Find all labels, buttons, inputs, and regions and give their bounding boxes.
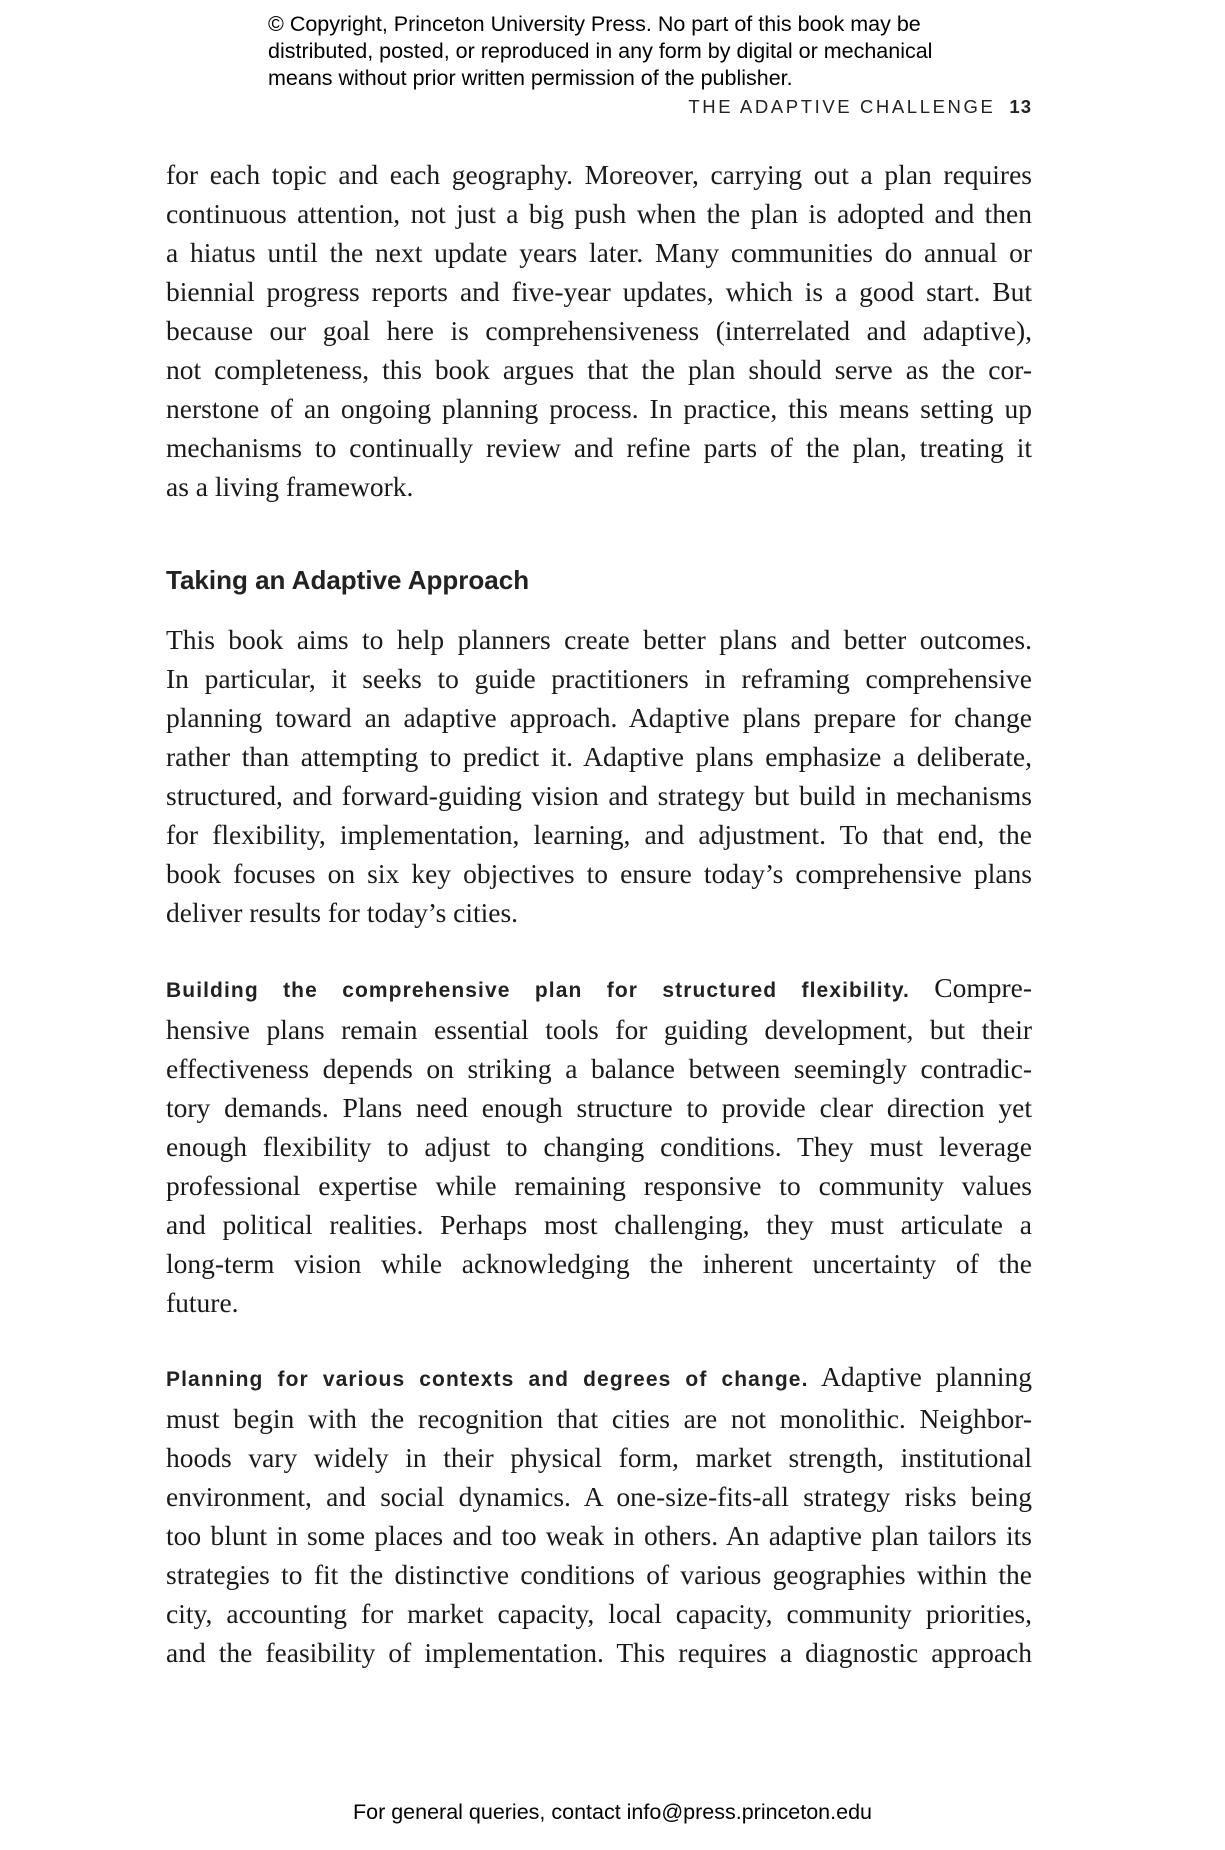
text-line: too blunt in some places and too weak in others. An adaptive plan tailors its [166,1520,1032,1551]
copyright-notice [268,11,932,92]
text-line: mechanisms to continually review and refine parts of the plan, treating it [166,432,1032,463]
text-line: book focuses on six key objectives to ensure today’s comprehensive plans [166,858,1032,889]
text-line: because our goal here is comprehensiveness (interrelated and adaptive), [166,315,1032,346]
run-in-head: Planning for various contexts and degrees of change. [166,1368,809,1391]
text-line: hoods vary widely in their physical form, market strength, institutional [166,1442,1032,1473]
text-line: effectiveness depends on striking a balance between seemingly contradic- [166,1053,1032,1084]
run-in-head: Building the comprehensive plan for structured flexibility. [166,979,910,1002]
paragraph-2 [166,620,1032,932]
footer-contact: For general queries, contact info@press.princeton.edu [352,1800,872,1824]
text-line: and political realities. Perhaps most challenging, they must articulate a [166,1209,1032,1240]
page-number: 13 [1009,96,1032,117]
text-line: strategies to fit the distinctive conditions of various geographies within the [166,1559,1032,1590]
text-line: a hiatus until the next update years later. Many communities do annual or [166,237,1032,268]
text-line: long-term vision while acknowledging the inherent uncertainty of the [166,1248,1032,1279]
text-line: for flexibility, implementation, learning, and adjustment. To that end, the [166,819,1032,850]
text-line: and the feasibility of implementation. This requires a diagnostic approach [166,1637,1032,1668]
text-fragment: Compre- [934,972,1033,1003]
text-fragment: Adaptive planning [821,1361,1033,1392]
text-line: professional expertise while remaining responsive to community values [166,1170,1032,1201]
text-line: nerstone of an ongoing planning process. In practice, this means setting up [166,393,1032,424]
running-head [688,96,1032,118]
text-line: biennial progress reports and five-year updates, which is a good start. But [166,276,1032,307]
text-line: for each topic and each geography. Moreover, carrying out a plan requires [166,159,1032,190]
text-line: planning toward an adaptive approach. Adaptive plans prepare for change [166,702,1032,733]
text-line: future. [166,1287,239,1318]
copyright-line: distributed, posted, or reproduced in any form by digital or mechanical [268,39,933,63]
text-line: continuous attention, not just a big push when the plan is adopted and then [166,198,1032,229]
text-line: rather than attempting to predict it. Adaptive plans emphasize a deliberate, [166,741,1032,772]
text-line: must begin with the recognition that cities are not monolithic. Neighbor- [166,1403,1032,1434]
text-line: hensive plans remain essential tools for guiding development, but their [166,1014,1032,1045]
text-line [166,968,1032,1010]
text-line: structured, and forward-guiding vision and strategy but build in mechanisms [166,780,1032,811]
text-line: This book aims to help planners create better plans and better outcomes. [166,624,1032,655]
text-line: environment, and social dynamics. A one-size-fits-all strategy risks being [166,1481,1032,1512]
section-heading: Taking an Adaptive Approach [166,565,530,595]
copyright-line: means without prior written permission of the publisher. [268,66,793,90]
text-line: In particular, it seeks to guide practitioners in reframing comprehensive [166,663,1032,694]
paragraph-3 [166,968,1032,1322]
copyright-line: © Copyright, Princeton University Press. No part of this book may be [268,12,921,36]
paragraph-4 [166,1357,1032,1672]
text-line: enough flexibility to adjust to changing conditions. They must leverage [166,1131,1032,1162]
text-line: as a living framework. [166,471,414,502]
paragraph-1 [166,155,1032,506]
running-head-title: THE ADAPTIVE CHALLENGE [688,96,996,117]
text-line: deliver results for today’s cities. [166,897,519,928]
text-line [166,1357,1032,1399]
text-line: city, accounting for market capacity, local capacity, community priorities, [166,1598,1032,1629]
text-line: tory demands. Plans need enough structure to provide clear direction yet [166,1092,1032,1123]
text-line: not completeness, this book argues that the plan should serve as the cor- [166,354,1032,385]
